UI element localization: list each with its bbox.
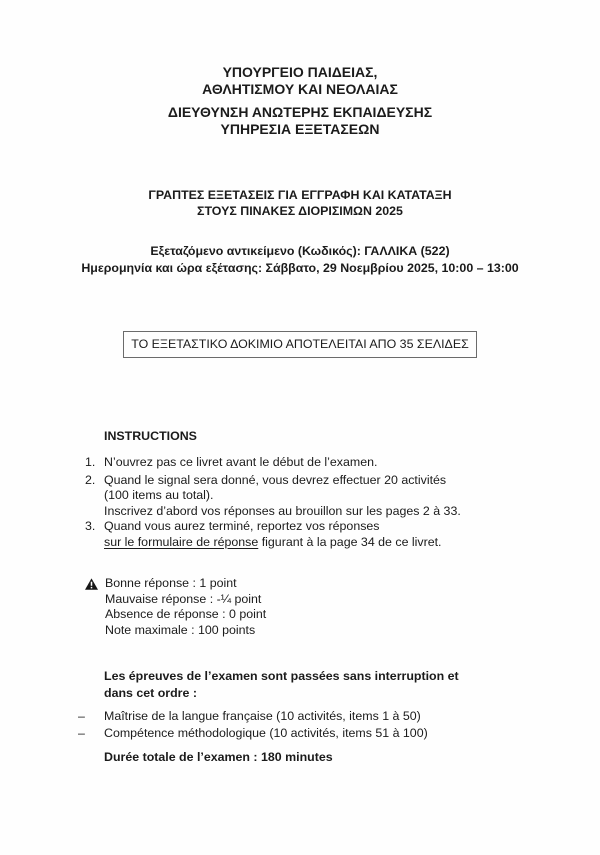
exam-parts-list (78, 708, 568, 741)
scoring-max-line: Note maximale : 100 points (105, 623, 256, 638)
instruction-item-2-line2: (100 items au total). (104, 488, 214, 502)
instruction-item-1 (85, 455, 563, 471)
scoring-correct-line: Bonne réponse : 1 point (105, 576, 237, 590)
exam-duration: Durée totale de l’examen : 180 minutes (104, 750, 333, 764)
instruction-item-3-line2-rest: figurant à la page 34 de ce livret. (258, 534, 442, 549)
instruction-item-2-line3: Inscrivez d’abord vos réponses au brouillon sur les pages 2 à 33. (104, 503, 461, 518)
exam-structure-intro (104, 668, 564, 702)
exam-structure-intro-line1: Les épreuves de l’examen sont passées sans interruption et (104, 669, 459, 683)
exam-title-line1: ΓΡΑΠΤΕΣ ΕΞΕΤΑΣΕΙΣ ΓΙΑ ΕΓΓΡΑΦΗ ΚΑΙ ΚΑΤΑΤΑΞΗ (148, 188, 452, 202)
directorate-line2: ΥΠΗΡΕΣΙΑ ΕΞΕΤΑΣΕΩΝ (220, 121, 380, 137)
instruction-item-2-number: 2. (85, 472, 96, 487)
directorate-block (0, 104, 600, 138)
exam-datetime-line: Ημερομηνία και ώρα εξέτασης: Σάββατο, 29 Νοεμβρίου 2025, 10:00 – 13:00 (81, 260, 519, 275)
instructions-list (85, 455, 563, 550)
ministry-header (0, 64, 600, 138)
scoring-rules (85, 576, 266, 639)
answer-form-underlined-text: sur le formulaire de réponse (104, 534, 259, 549)
instruction-item-1-text (104, 455, 563, 471)
instruction-item-3-line2 (104, 535, 563, 551)
instructions-heading: INSTRUCTIONS (104, 429, 197, 443)
instruction-item-3-line1: Quand vous aurez terminé, reportez vos réponses (104, 519, 380, 533)
scoring-wrong-line: Mauvaise réponse : -¼ point (105, 591, 262, 606)
exam-details (0, 243, 600, 276)
instruction-item-3-number: 3. (85, 519, 96, 533)
exam-title (0, 187, 600, 219)
instruction-item-3 (85, 519, 563, 550)
exam-structure-intro-line2: dans cet ordre : (104, 686, 197, 700)
instruction-item-2-text (104, 473, 563, 520)
instruction-item-2 (85, 473, 563, 520)
directorate-line1: ΔΙΕΥΘΥΝΣΗ ΑΝΩΤΕΡΗΣ ΕΚΠΑΙΔΕΥΣΗΣ (167, 104, 433, 120)
scoring-lines (105, 576, 266, 639)
ministry-name-line2: ΑΘΛΗΤΙΣΜΟΥ ΚΑΙ ΝΕΟΛΑΙΑΣ (202, 81, 398, 97)
instruction-item-2-line1: Quand le signal sera donné, vous devrez effectuer 20 activités (104, 472, 447, 487)
pages-notice-box: ΤΟ ΕΞΕΤΑΣΤΙΚΟ ΔΟΚΙΜΙΟ ΑΠΟΤΕΛΕΙΤΑΙ ΑΠΟ 35 ΣΕΛΙΔΕΣ (123, 331, 477, 358)
instruction-item-3-text (104, 519, 563, 550)
pages-notice-section (0, 331, 600, 358)
exam-title-line2: ΣΤΟΥΣ ΠΙΝΑΚΕΣ ΔΙΟΡΙΣΙΜΩΝ 2025 (197, 204, 403, 218)
warning-triangle-icon (85, 578, 98, 590)
exam-part-1 (78, 708, 568, 725)
ministry-name-line1: ΥΠΟΥΡΓΕΙΟ ΠΑΙΔΕΙΑΣ, (222, 64, 378, 80)
instruction-item-1-line1: N’ouvrez pas ce livret avant le début de l’examen. (104, 455, 378, 469)
exam-part-2-text: Compétence méthodologique (10 activités, items 51 à 100) (104, 725, 428, 740)
warning-icon-column (85, 576, 105, 639)
exam-part-2 (78, 725, 568, 742)
scoring-blank-line: Absence de réponse : 0 point (105, 607, 267, 622)
instruction-item-1-number: 1. (85, 455, 96, 469)
exam-part-2-dash: – (78, 725, 85, 740)
exam-part-1-text: Maîtrise de la langue française (10 activités, items 1 à 50) (104, 709, 421, 723)
exam-part-1-dash: – (78, 709, 85, 723)
exam-subject-line: Εξεταζόμενο αντικείμενο (Κωδικός): ΓΑΛΛΙΚΑ (522) (150, 244, 450, 258)
